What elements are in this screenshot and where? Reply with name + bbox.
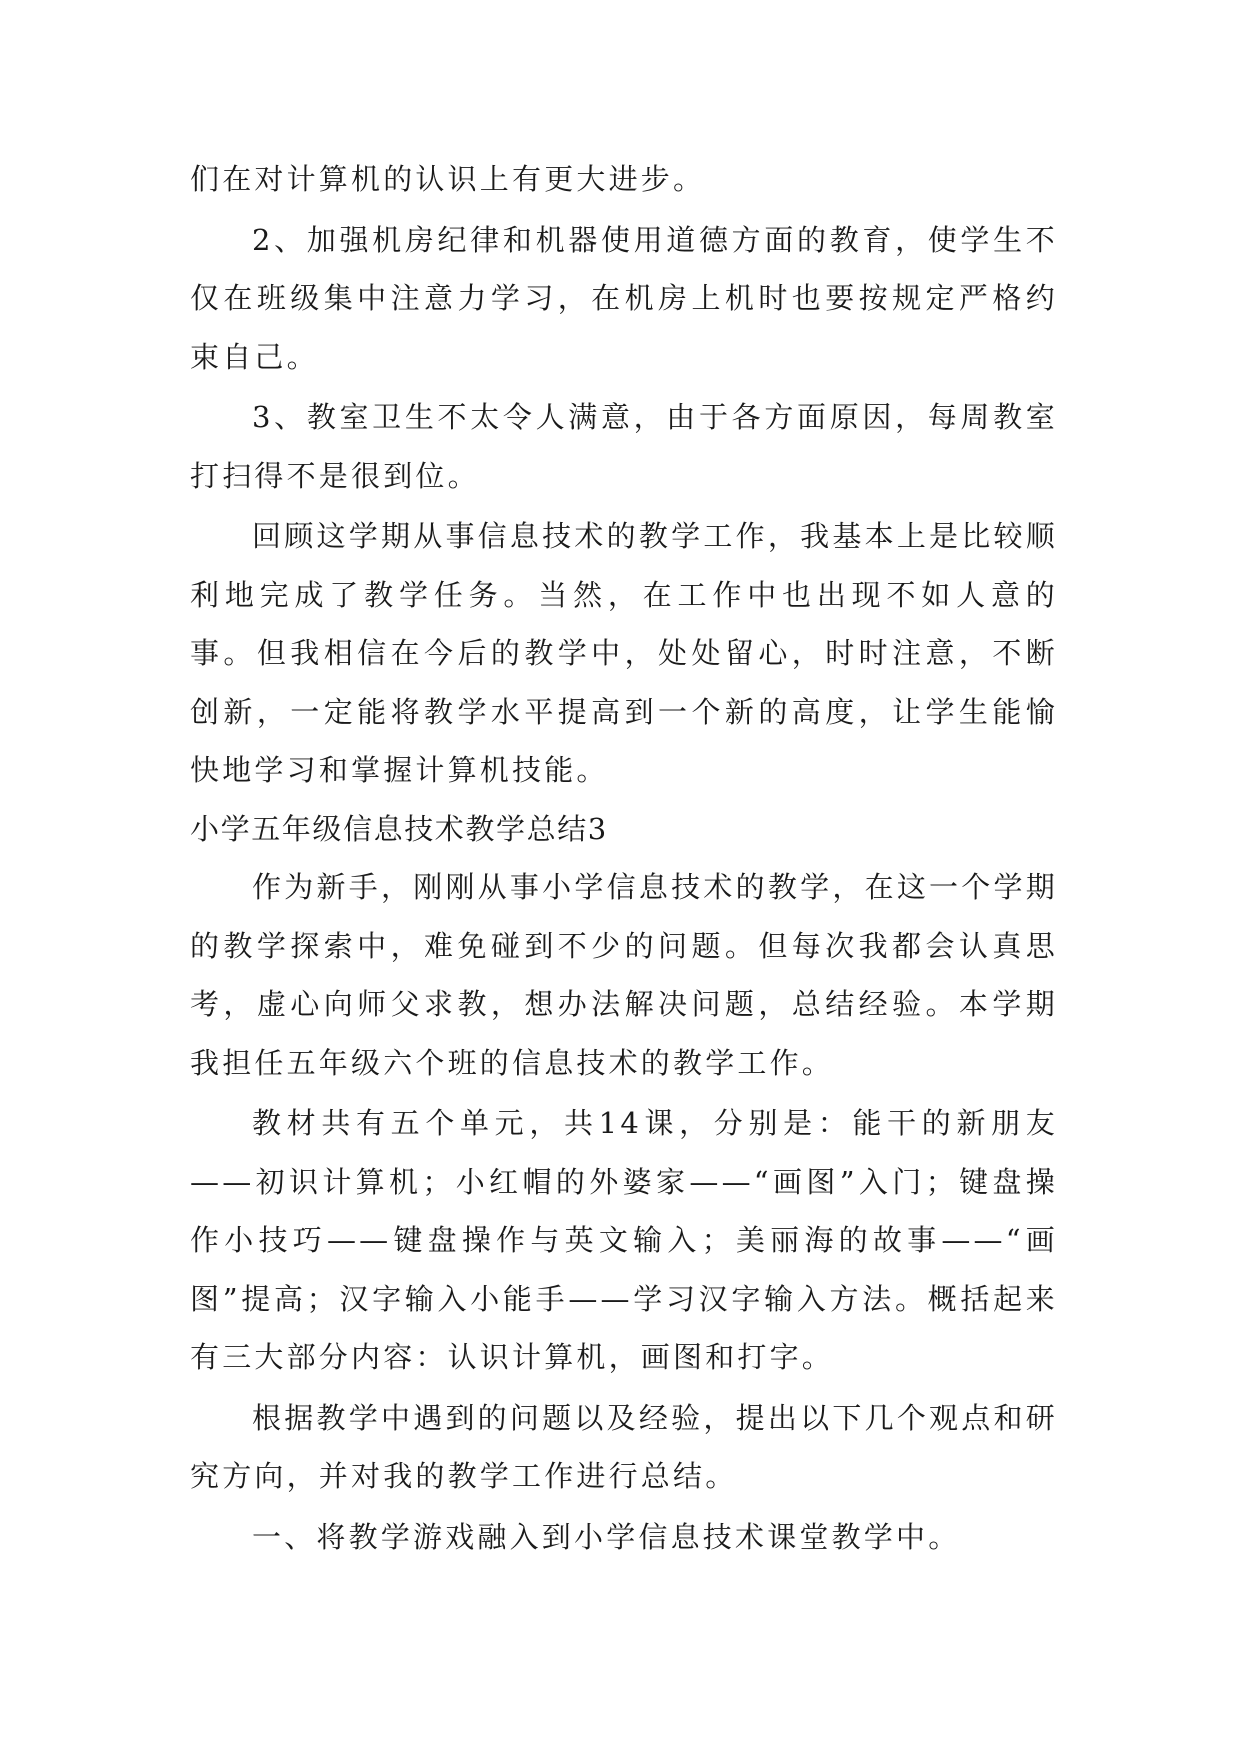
document-page — [190, 150, 1058, 1566]
paragraph-continuation: 们在对计算机的认识上有更大进步。 — [190, 162, 706, 196]
paragraph-intro: 作为新手，刚刚从事小学信息技术的教学，在这一个学期的教学探索中，难免碰到不少的问题。但每次我都会认真思考，虚心向师父求教，想办法解决问题，总结经验。本学期我担任五年级六个班的信息技术的教学工作。 — [190, 870, 1058, 1080]
paragraph-point-one: 一、将教学游戏融入到小学信息技术课堂教学中。 — [252, 1519, 961, 1554]
paragraph-textbook: 教材共有五个单元，共14课，分别是：能干的新朋友——初识计算机；小红帽的外婆家——“画图”入门；键盘操作小技巧——键盘操作与英文输入；美丽海的故事——“画图”提高；汉字输入小能手——学习汉字输入方法。概括起来有三大部分内容：认识计算机，画图和打字。 — [190, 1106, 1058, 1374]
section-heading: 小学五年级信息技术教学总结3 — [190, 811, 608, 846]
paragraph-point-2: 2、加强机房纪律和机器使用道德方面的教育，使学生不仅在班级集中注意力学习，在机房上机时也要按规定严格约束自己。 — [190, 222, 1058, 374]
paragraph-point-3: 3、教室卫生不太令人满意，由于各方面原因，每周教室打扫得不是很到位。 — [190, 400, 1058, 493]
paragraph-research: 根据教学中遇到的问题以及经验，提出以下几个观点和研究方向，并对我的教学工作进行总结。 — [190, 1400, 1058, 1493]
paragraph-review: 回顾这学期从事信息技术的教学工作，我基本上是比较顺利地完成了教学任务。当然，在工作中也出现不如人意的事。但我相信在今后的教学中，处处留心，时时注意，不断创新，一定能将教学水平提高到一个新的高度，让学生能愉快地学习和掌握计算机技能。 — [190, 519, 1058, 787]
